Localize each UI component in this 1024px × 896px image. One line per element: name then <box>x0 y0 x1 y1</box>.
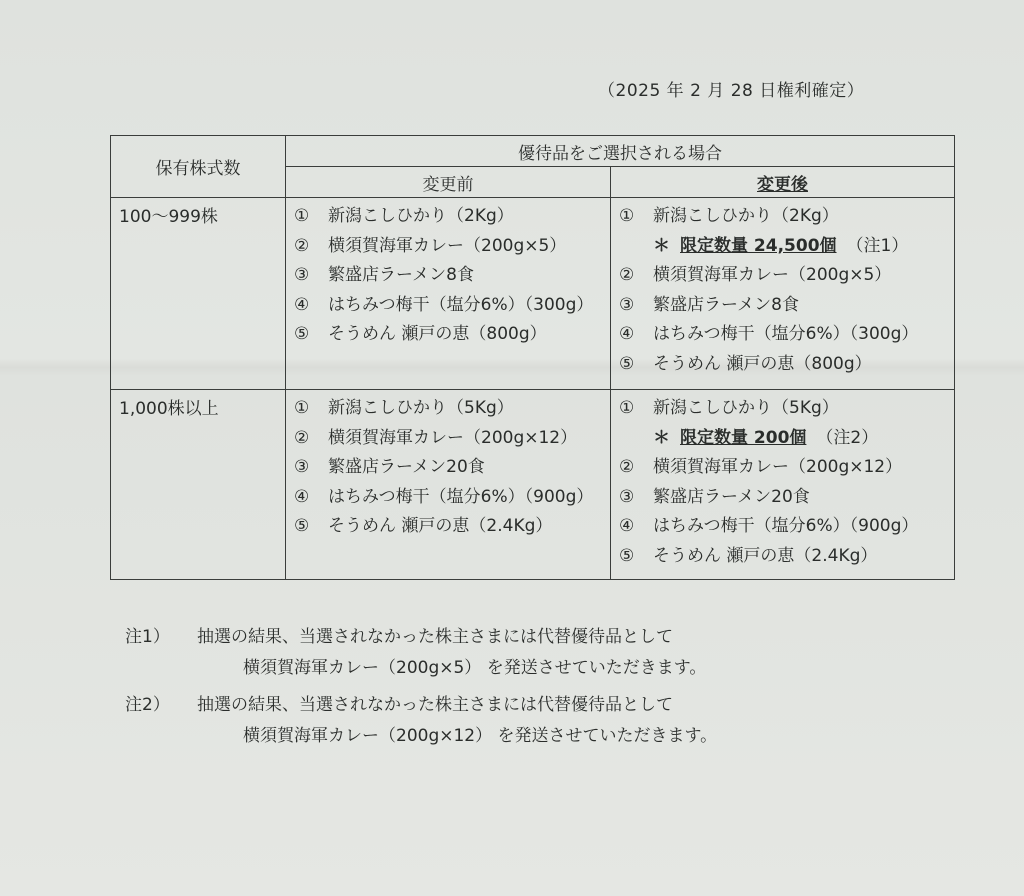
list-item: ① 新潟こしひかり（2Kg） <box>294 206 514 226</box>
note-1 <box>125 622 717 684</box>
note-label: 注2） <box>125 695 170 715</box>
table-header-row <box>111 136 955 167</box>
list-item: ⑤ そうめん 瀬戸の恵（2.4Kg） <box>619 545 878 566</box>
list-item: ③ 繁盛店ラーメン20食 <box>619 486 810 507</box>
after-cell <box>611 198 955 390</box>
list-item: ④ はちみつ梅干（塩分6%）（900g） <box>619 516 919 536</box>
note-label: 注1） <box>125 627 170 647</box>
list-item: ④ はちみつ梅干（塩分6%）（300g） <box>294 294 594 315</box>
list-item: ⑤ そうめん 瀬戸の恵（800g） <box>619 353 872 374</box>
list-item: ① 新潟こしひかり（5Kg） <box>619 398 839 418</box>
shares-value: 100～999株 <box>119 207 218 227</box>
list-item: ③ 繁盛店ラーメン8食 <box>294 265 474 285</box>
table-row <box>111 390 955 580</box>
header-before: 変更前 <box>286 167 611 198</box>
shares-cell <box>111 390 286 580</box>
list-item: ① 新潟こしひかり（2Kg） <box>619 206 839 226</box>
list-item: ④ はちみつ梅干（塩分6%）（300g） <box>619 324 919 344</box>
list-item: ② 横須賀海軍カレー（200g×5） <box>294 235 567 256</box>
limited-quantity-note: ＊ 限定数量 200個 （注2） <box>653 427 879 448</box>
shares-cell <box>111 198 286 390</box>
list-item: ⑤ そうめん 瀬戸の恵（2.4Kg） <box>294 516 553 536</box>
limited-quantity-note: ＊ 限定数量 24,500個 （注1） <box>653 235 909 256</box>
header-shares: 保有株式数 <box>111 136 286 198</box>
header-selection: 優待品をご選択される場合 <box>286 136 955 167</box>
before-cell <box>286 198 611 390</box>
list-item: ② 横須賀海軍カレー（200g×5） <box>619 265 892 285</box>
notes-section <box>125 622 717 758</box>
header-after: 変更後 <box>611 167 955 198</box>
list-item: ② 横須賀海軍カレー（200g×12） <box>294 427 578 448</box>
list-item: ④ はちみつ梅干（塩分6%）（900g） <box>294 486 594 507</box>
list-item: ② 横須賀海軍カレー（200g×12） <box>619 457 903 477</box>
note-text: 抽選の結果、当選されなかった株主さまには代替優待品として <box>197 695 673 715</box>
after-cell <box>611 390 955 580</box>
note-text: 抽選の結果、当選されなかった株主さまには代替優待品として <box>197 627 673 647</box>
note-2 <box>125 690 717 752</box>
table-row <box>111 198 955 390</box>
note-text: 横須賀海軍カレー（200g×12） を発送させていただきます。 <box>243 726 718 746</box>
list-item: ③ 繁盛店ラーメン8食 <box>619 294 799 315</box>
list-item: ⑤ そうめん 瀬戸の恵（800g） <box>294 324 547 344</box>
benefit-table <box>110 135 955 580</box>
list-item: ① 新潟こしひかり（5Kg） <box>294 398 514 418</box>
before-cell <box>286 390 611 580</box>
note-text: 横須賀海軍カレー（200g×5） を発送させていただきます。 <box>243 658 707 678</box>
list-item: ③ 繁盛店ラーメン20食 <box>294 457 485 477</box>
shares-value: 1,000株以上 <box>119 399 219 419</box>
record-date: （2025 年 2 月 28 日権利確定） <box>598 81 865 101</box>
